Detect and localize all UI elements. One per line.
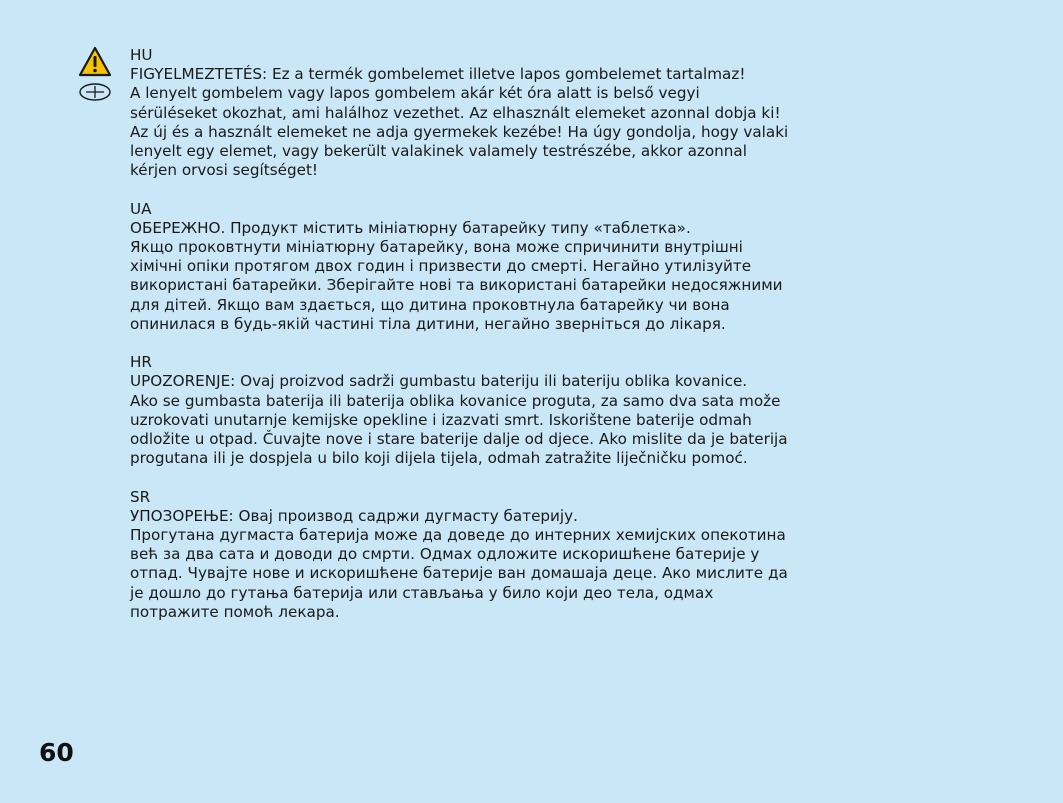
- language-code: HU: [130, 46, 153, 64]
- language-code: HR: [130, 353, 152, 372]
- language-code: SR: [130, 487, 151, 506]
- section-hu: [130, 46, 790, 180]
- warning-body: Ako se gumbasta baterija ili baterija oblika kovanice proguta, za samo dva sata može uzrokovati unutarnje kemijske opekline i izazvati smrt. Iskorištene baterije odmah odložite u otpad. Čuvajte nove i stare baterije dalje od djece. Ako mislite da je baterija progutana ili je dospjela u bilo koji dijela tijela, odmah zatražite liječničku pomoć.: [130, 391, 788, 468]
- section-sr: [130, 488, 790, 622]
- warning-body: Прогутана дугмаста батерија може да доведе до интерних хемијских опекотина већ за два сата и доводи до смрти. Одмах одложите искоришћене батерије у отпад. Чувајте нове и искоришћене батерије ван домашаја деце. Ако мислите да је дошло до гутања батерија или стављања у било који део тела, одмах потражите помоћ лекара.: [130, 526, 788, 621]
- warning-headline: FIGYELMEZTETÉS: Ez a termék gombelemet illetve lapos gombelemet tartalmaz!: [130, 65, 746, 84]
- warning-headline: ОБЕРЕЖНО. Продукт містить мініатюрну батарейку типу «таблетка».: [130, 218, 691, 237]
- warning-triangle-icon: [78, 46, 112, 78]
- section-hr: [130, 353, 790, 468]
- button-cell-battery-icon: [78, 81, 112, 103]
- warning-headline: УПОЗОРЕЊЕ: Овај производ садржи дугмасту батерију.: [130, 506, 578, 525]
- warning-body: A lenyelt gombelem vagy lapos gombelem akár két óra alatt is belső vegyi sérüléseket okozhat, ami halálhoz vezethet. Az elhasznált elemeket azonnal dobja ki! Az új és a használt elemeket ne adja gyermekek kezébe! Ha úgy gondolja, hogy valaki lenyelt egy elemet, vagy bekerült valakinek valamely testrészébe, akkor azonnal kérjen orvosi segítséget!: [130, 84, 789, 180]
- section-ua: [130, 200, 790, 334]
- warning-body: Якщо проковтнути мініатюрну батарейку, вона може спричинити внутрішні хімічні опіки протягом двох годин і призвести до смерті. Негайно утилізуйте використані батарейки. Зберігайте нові та використані батарейки недосяжними для дітей. Якщо вам здається, що дитина проковтнула батарейку чи вона опинилася в будь-якій частині тіла дитини, негайно зверніться до лікаря.: [130, 238, 783, 333]
- warning-headline: UPOZORENJE: Ovaj proizvod sadrži gumbastu bateriju ili bateriju oblika kovanice.: [130, 372, 748, 391]
- page-number: 60: [39, 738, 74, 767]
- language-code: UA: [130, 199, 152, 218]
- icon-column: [78, 46, 112, 103]
- warning-text-block: [130, 46, 790, 641]
